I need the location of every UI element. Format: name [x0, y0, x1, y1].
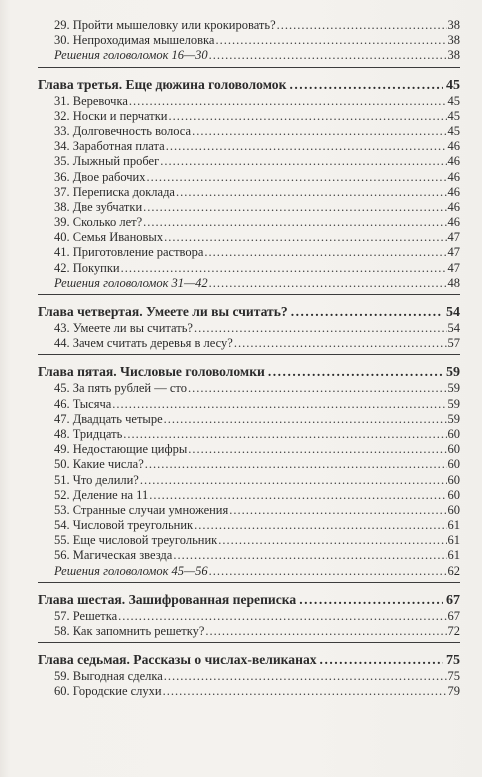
- page-number: 60: [447, 426, 460, 441]
- dot-leader: [204, 245, 446, 260]
- toc-entry: [38, 503, 460, 518]
- toc-entry: [38, 669, 460, 684]
- page-number: 54: [446, 305, 460, 320]
- page-number: 59: [447, 381, 460, 396]
- entry-title: 34. Заработная плата: [54, 139, 165, 154]
- page-number: 46: [447, 215, 460, 230]
- dot-leader: [209, 564, 447, 579]
- dot-leader: [194, 518, 446, 533]
- page-number: 79: [447, 684, 460, 699]
- entry-title: 40. Семья Ивановых: [54, 230, 164, 245]
- toc-entry: [38, 609, 460, 624]
- toc-entry: [38, 18, 460, 33]
- entry-title: 45. За пять рублей — сто: [54, 381, 187, 396]
- entry-title: 49. Недостающие цифры: [54, 442, 188, 457]
- dot-leader: [163, 684, 447, 699]
- page-number: 38: [447, 18, 460, 32]
- page-number: 72: [447, 624, 460, 638]
- entry-title: Решения головоломок 31—42: [54, 275, 208, 290]
- dot-leader: [188, 442, 446, 457]
- toc-entry: [38, 154, 460, 169]
- toc-entry: [38, 624, 460, 639]
- chapter-divider: [38, 582, 460, 583]
- toc-entry: [38, 473, 460, 488]
- solutions-entry: [38, 276, 460, 291]
- page-number: 46: [447, 169, 460, 184]
- page-number: 47: [447, 245, 460, 260]
- toc-entry: [38, 381, 460, 396]
- toc-entry: [38, 94, 460, 109]
- page-number: 60: [447, 502, 460, 517]
- entry-title: 60. Городские слухи: [54, 684, 162, 699]
- dot-leader: [229, 503, 446, 518]
- page-number: 45: [447, 123, 460, 138]
- chapter-heading: [38, 363, 460, 381]
- page-number: 45: [446, 77, 460, 93]
- chapter-heading: [38, 591, 460, 609]
- dot-leader: [176, 185, 447, 200]
- toc-entry: [38, 518, 460, 533]
- toc-entry: [38, 185, 460, 200]
- page-number: 47: [447, 260, 460, 275]
- chapter-divider: [38, 354, 460, 355]
- page-number: 60: [447, 472, 460, 487]
- page-number: 60: [447, 457, 460, 472]
- toc-entry: [38, 321, 460, 336]
- dot-leader: [118, 609, 446, 624]
- dot-leader: [173, 548, 446, 563]
- chapter-heading: [38, 651, 460, 669]
- page-number: 38: [447, 48, 460, 63]
- toc-entry: [38, 684, 460, 699]
- solutions-entry: [38, 48, 460, 63]
- page-number: 46: [447, 199, 460, 214]
- dot-leader: [215, 33, 446, 48]
- page-number: 59: [446, 365, 460, 381]
- toc-entry: [38, 261, 460, 276]
- chapter-divider: [38, 642, 460, 643]
- toc-entry: [38, 427, 460, 442]
- dot-leader: [277, 18, 447, 33]
- chapter-heading: [38, 76, 460, 94]
- toc-entry: [38, 548, 460, 563]
- entry-title: 39. Сколько лет?: [54, 215, 143, 230]
- page-number: 46: [447, 139, 460, 154]
- page-number: 62: [447, 563, 460, 578]
- dot-leader: [164, 412, 447, 427]
- page-number: 59: [447, 396, 460, 411]
- dot-leader: [205, 624, 446, 639]
- toc-entry: [38, 488, 460, 503]
- entry-title: 43. Умеете ли вы считать?: [54, 321, 193, 335]
- toc-entry: [38, 533, 460, 548]
- dot-leader: [129, 94, 447, 109]
- dot-leader: [164, 230, 446, 245]
- entry-title: 32. Носки и перчатки: [54, 108, 168, 123]
- dot-leader: [218, 533, 446, 548]
- entry-title: 56. Магическая звезда: [54, 548, 173, 563]
- page-number: 48: [447, 275, 460, 290]
- page-number: 46: [447, 154, 460, 169]
- dot-leader: [164, 669, 447, 684]
- toc-entry: [38, 397, 460, 412]
- entry-title: Решения головоломок 16—30: [54, 48, 208, 63]
- dot-leader: [143, 215, 446, 230]
- entry-title: 52. Деление на 11: [54, 487, 149, 502]
- entry-title: 57. Решетка: [54, 608, 118, 623]
- page-number: 61: [447, 518, 460, 533]
- entry-title: 58. Как запомнить решетку?: [54, 624, 205, 638]
- dot-leader: [268, 363, 443, 381]
- entry-title: 50. Какие числа?: [54, 457, 144, 472]
- entry-title: 42. Покупки: [54, 260, 120, 275]
- toc-entry: [38, 124, 460, 139]
- dot-leader: [188, 381, 447, 396]
- toc-entry: [38, 245, 460, 260]
- toc-entry: [38, 139, 460, 154]
- entry-title: 53. Странные случаи умножения: [54, 502, 229, 517]
- page-number: 46: [447, 184, 460, 199]
- dot-leader: [289, 76, 443, 94]
- entry-title: 48. Тридцать: [54, 426, 123, 441]
- entry-title: 36. Двое рабочих: [54, 169, 146, 184]
- dot-leader: [166, 139, 447, 154]
- page-number: 61: [447, 548, 460, 563]
- entry-title: 37. Переписка доклада: [54, 184, 175, 199]
- entry-title: 29. Пройти мышеловку или крокировать?: [54, 18, 276, 32]
- chapter-divider: [38, 294, 460, 295]
- page-number: 75: [447, 669, 460, 684]
- dot-leader: [143, 200, 446, 215]
- solutions-entry: [38, 564, 460, 579]
- entry-title: Глава пятая. Числовые головоломки: [38, 364, 265, 380]
- toc-entry: [38, 457, 460, 472]
- entry-title: 54. Числовой треугольник: [54, 518, 194, 533]
- dot-leader: [160, 154, 446, 169]
- dot-leader: [234, 336, 447, 351]
- entry-title: 46. Тысяча: [54, 396, 112, 411]
- entry-title: Глава седьмая. Рассказы о числах-великанах: [38, 652, 317, 668]
- toc-entry: [38, 215, 460, 230]
- page-number: 75: [446, 653, 460, 669]
- page-number: 61: [447, 533, 460, 548]
- entry-title: Глава шестая. Зашифрованная переписка: [38, 591, 297, 607]
- entry-title: 47. Двадцать четыре: [54, 411, 163, 426]
- toc-entry: [38, 230, 460, 245]
- entry-title: 30. Непроходимая мышеловка: [54, 33, 215, 48]
- table-of-contents: [38, 18, 460, 700]
- page-number: 60: [447, 442, 460, 457]
- page-number: 59: [447, 411, 460, 426]
- dot-leader: [112, 397, 446, 412]
- toc-entry: [38, 336, 460, 351]
- toc-entry: [38, 200, 460, 215]
- entry-title: 33. Долговечность волоса: [54, 123, 192, 138]
- dot-leader: [291, 303, 443, 321]
- entry-title: 31. Веревочка: [54, 93, 128, 108]
- toc-entry: [38, 170, 460, 185]
- page-number: 54: [447, 321, 460, 335]
- dot-leader: [145, 457, 447, 472]
- dot-leader: [320, 651, 443, 669]
- dot-leader: [194, 321, 447, 336]
- entry-title: 41. Приготовление раствора: [54, 245, 204, 260]
- toc-entry: [38, 442, 460, 457]
- entry-title: 55. Еще числовой треугольник: [54, 533, 218, 548]
- page-number: 45: [447, 93, 460, 108]
- page-number: 57: [447, 336, 460, 351]
- toc-entry: [38, 412, 460, 427]
- dot-leader: [140, 473, 447, 488]
- dot-leader: [192, 124, 446, 139]
- entry-title: 59. Выгодная сделка: [54, 669, 163, 684]
- chapter-divider: [38, 67, 460, 68]
- page-number: 60: [447, 487, 460, 502]
- entry-title: 51. Что делили?: [54, 472, 139, 487]
- dot-leader: [209, 48, 447, 63]
- dot-leader: [169, 109, 447, 124]
- entry-title: 44. Зачем считать деревья в лесу?: [54, 336, 233, 351]
- dot-leader: [209, 276, 447, 291]
- dot-leader: [149, 488, 446, 503]
- page-number: 47: [447, 230, 460, 245]
- page-number: 45: [447, 108, 460, 123]
- page-number: 67: [447, 608, 460, 623]
- entry-title: Решения головоломок 45—56: [54, 563, 208, 578]
- entry-title: Глава третья. Еще дюжина головоломок: [38, 76, 287, 92]
- entry-title: 35. Лыжный пробег: [54, 154, 160, 169]
- entry-title: 38. Две зубчатки: [54, 199, 143, 214]
- dot-leader: [146, 170, 446, 185]
- chapter-heading: [38, 303, 460, 321]
- dot-leader: [123, 427, 446, 442]
- page-number: 67: [446, 592, 460, 608]
- dot-leader: [121, 261, 447, 276]
- toc-entry: [38, 109, 460, 124]
- toc-entry: [38, 33, 460, 48]
- page-number: 38: [447, 33, 460, 48]
- dot-leader: [299, 591, 443, 609]
- entry-title: Глава четвертая. Умеете ли вы считать?: [38, 304, 288, 319]
